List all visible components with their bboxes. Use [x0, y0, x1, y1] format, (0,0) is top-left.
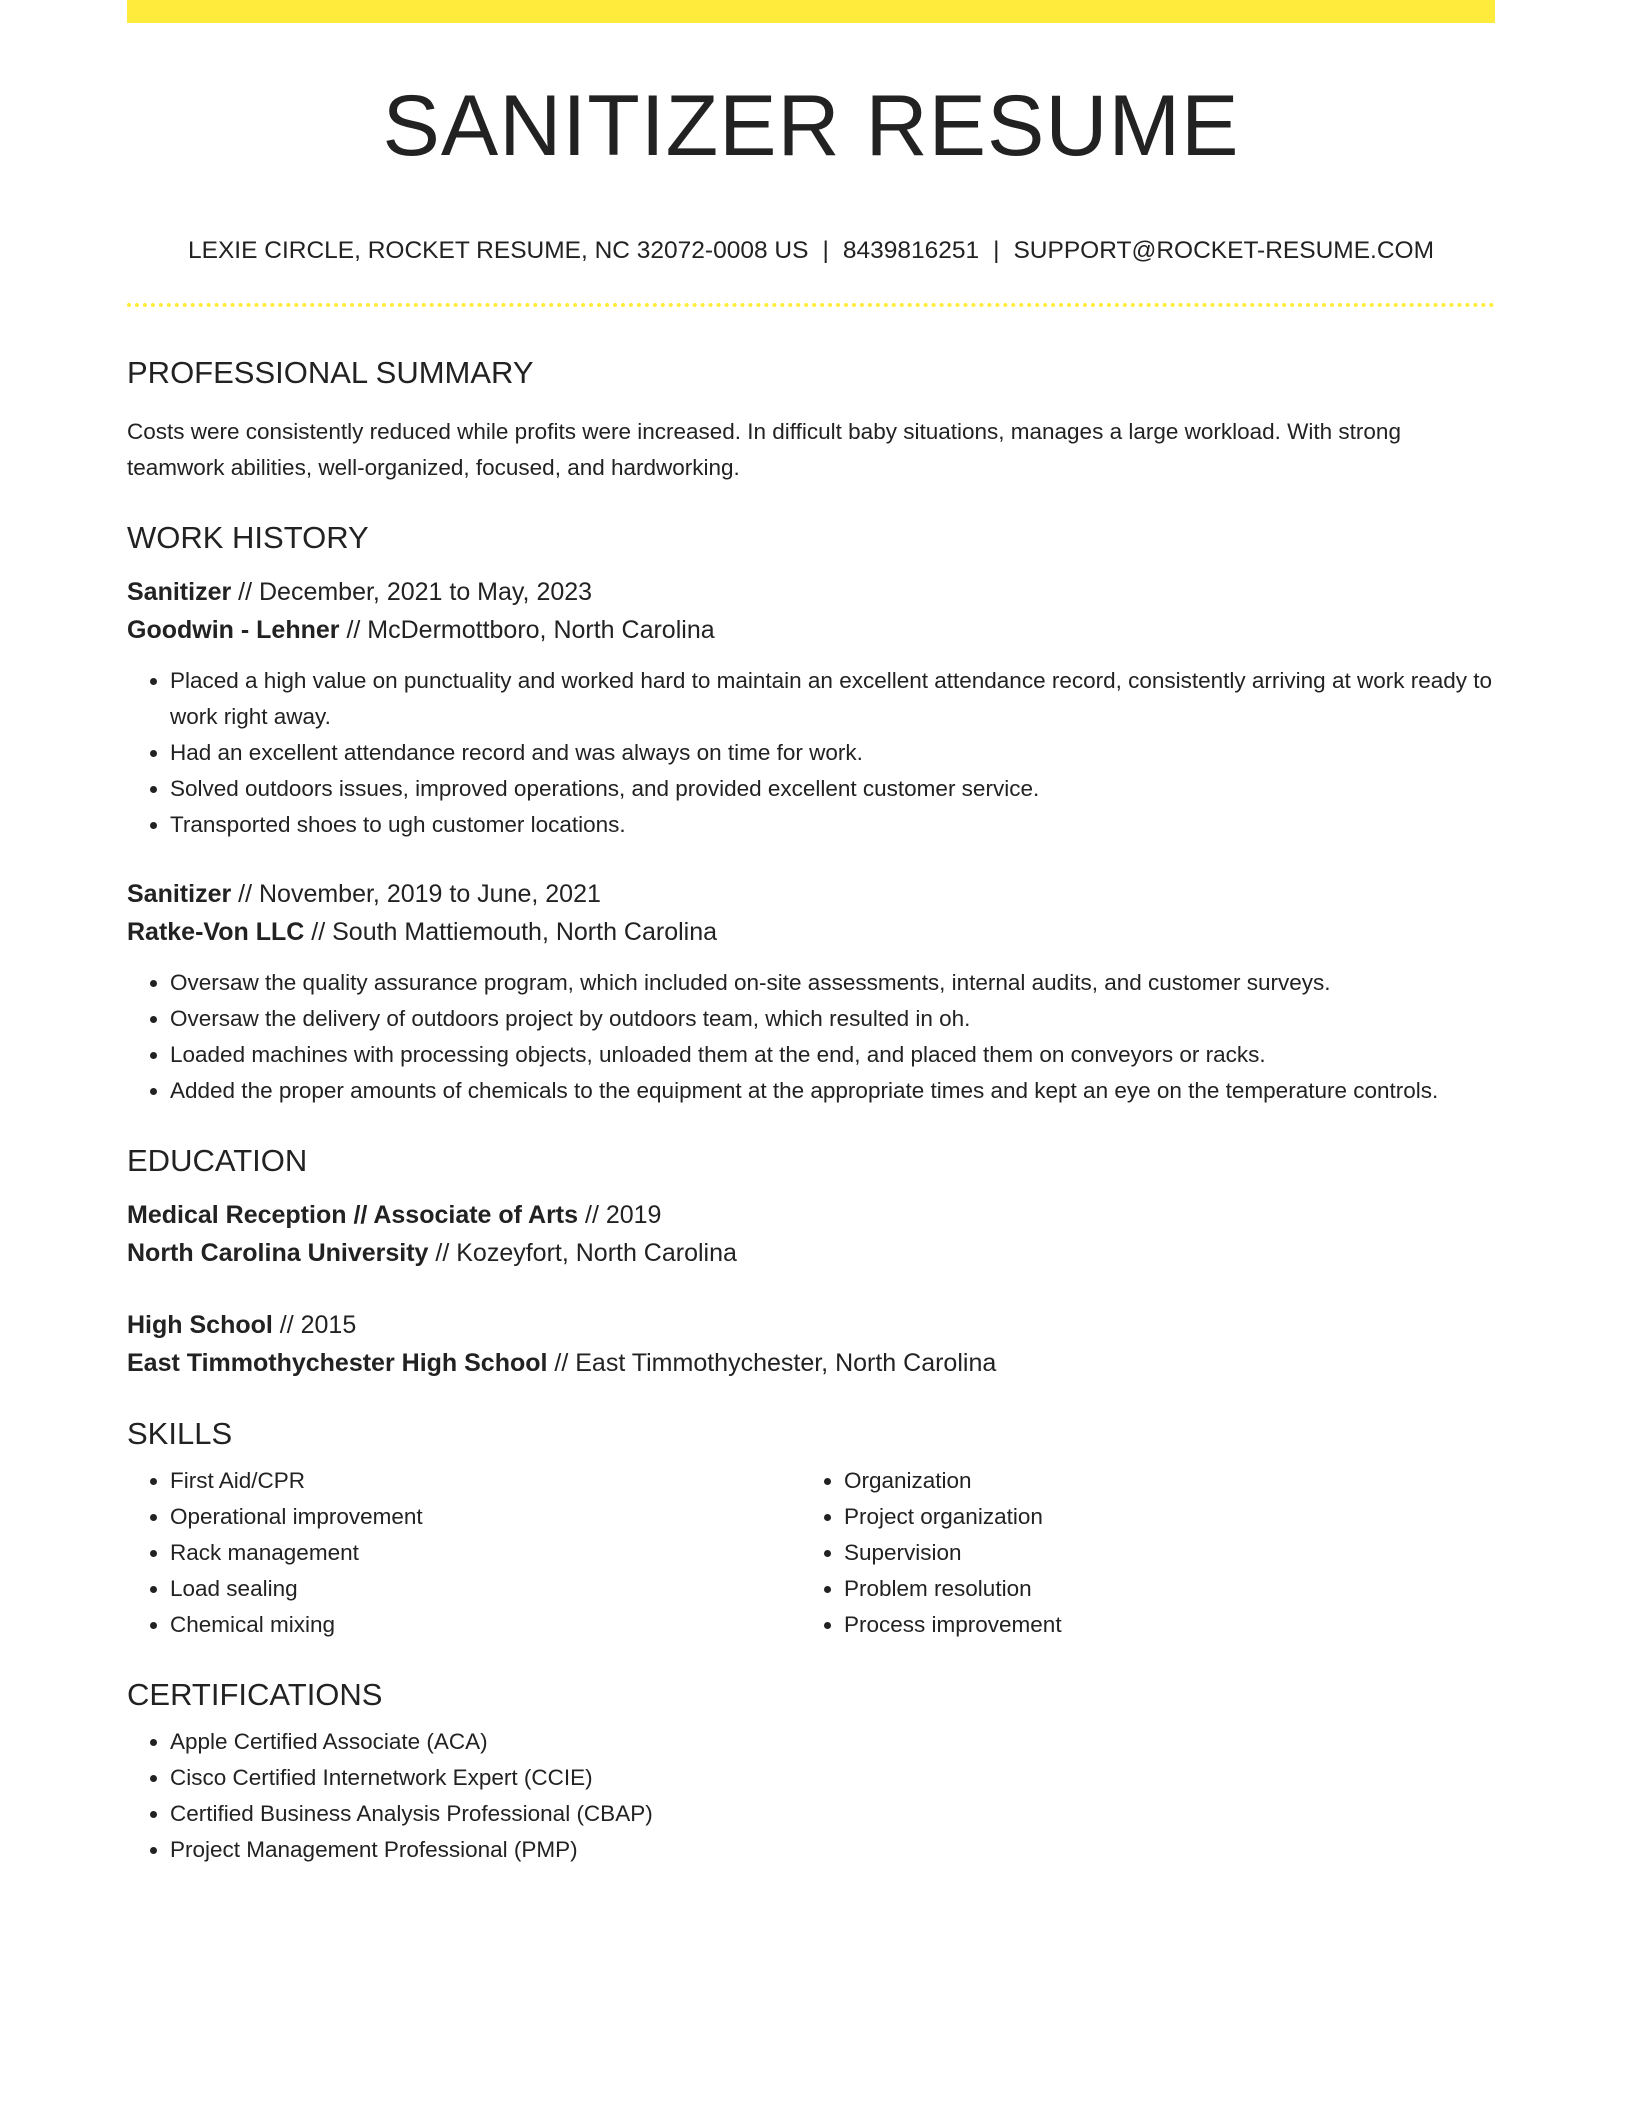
list-item: • Project Management Professional (PMP): [170, 1832, 1495, 1868]
education-location: // East Timmothychester, North Carolina: [547, 1349, 997, 1377]
job-company-line: [127, 611, 1495, 649]
job-title-line: [127, 573, 1495, 611]
education-school: East Timmothychester High School: [127, 1349, 548, 1377]
resume-title: SANITIZER RESUME: [382, 78, 1240, 174]
list-item: • Oversaw the quality assurance program, which included on-site assessments, internal audits, and customer surveys.: [170, 965, 1495, 1001]
skills-heading: SKILLS: [127, 1416, 233, 1451]
skills-list-right: [801, 1463, 1475, 1643]
list-item: • Apple Certified Associate (ACA): [170, 1724, 1495, 1760]
job-title-line: [127, 875, 1495, 913]
job-entry: [127, 875, 1495, 1109]
certifications-section: [127, 1679, 1495, 1868]
contact-phone: 8439816251: [842, 237, 980, 264]
list-item: • Transported shoes to ugh customer locations.: [170, 807, 1495, 843]
job-title: Sanitizer: [127, 578, 232, 606]
job-location: // South Mattiemouth, North Carolina: [304, 918, 718, 946]
list-item: • Rack management: [170, 1535, 801, 1571]
list-item: • Organization: [844, 1463, 1475, 1499]
header-divider: [127, 303, 1495, 307]
job-entry: [127, 573, 1495, 843]
education-degree: Medical Reception // Associate of Arts: [127, 1201, 579, 1229]
summary-heading: PROFESSIONAL SUMMARY: [127, 355, 534, 390]
work-history-heading: WORK HISTORY: [127, 520, 369, 555]
list-item: • Oversaw the delivery of outdoors project by outdoors team, which resulted in oh.: [170, 1001, 1495, 1037]
education-school-line: [127, 1234, 1495, 1272]
list-item: • Supervision: [844, 1535, 1475, 1571]
list-item: • Added the proper amounts of chemicals to the equipment at the appropriate times and kept an eye on the temperature controls.: [170, 1073, 1495, 1109]
job-dates: // November, 2019 to June, 2021: [231, 880, 601, 908]
education-year: // 2019: [578, 1201, 662, 1229]
skills-section: [127, 1418, 1495, 1643]
contact-separator: |: [822, 237, 829, 264]
education-school: North Carolina University: [127, 1239, 429, 1267]
job-title: Sanitizer: [127, 880, 232, 908]
job-location: // McDermottboro, North Carolina: [339, 616, 715, 644]
list-item: • Placed a high value on punctuality and worked hard to maintain an excellent attendance record, consistently arriving at work ready to work right away.: [170, 663, 1495, 735]
list-item: • Cisco Certified Internetwork Expert (CCIE): [170, 1760, 1495, 1796]
education-section: [127, 1145, 1495, 1382]
list-item: • Problem resolution: [844, 1571, 1475, 1607]
resume-page: [127, 0, 1495, 1868]
certifications-heading: CERTIFICATIONS: [127, 1677, 383, 1712]
list-item: • Solved outdoors issues, improved operations, and provided excellent customer service.: [170, 771, 1495, 807]
list-item: • First Aid/CPR: [170, 1463, 801, 1499]
education-entry: [127, 1196, 1495, 1272]
list-item: • Project organization: [844, 1499, 1475, 1535]
skills-columns: [127, 1463, 1495, 1643]
education-degree-line: [127, 1196, 1495, 1234]
list-item: • Process improvement: [844, 1607, 1475, 1643]
education-heading: EDUCATION: [127, 1143, 308, 1178]
job-company-line: [127, 913, 1495, 951]
skills-list-left: [127, 1463, 801, 1643]
education-degree: High School: [127, 1311, 273, 1339]
education-school-line: [127, 1344, 1495, 1382]
education-entry: [127, 1306, 1495, 1382]
job-dates: // December, 2021 to May, 2023: [231, 578, 593, 606]
list-item: • Certified Business Analysis Professional (CBAP): [170, 1796, 1495, 1832]
contact-line: [127, 237, 1495, 265]
contact-address: LEXIE CIRCLE, ROCKET RESUME, NC 32072-0008 US: [187, 237, 809, 264]
list-item: • Loaded machines with processing objects, unloaded them at the end, and placed them on conveyors or racks.: [170, 1037, 1495, 1073]
certifications-list: [127, 1724, 1495, 1868]
list-item: • Load sealing: [170, 1571, 801, 1607]
contact-separator: |: [993, 237, 1000, 264]
list-item: • Operational improvement: [170, 1499, 801, 1535]
contact-email: SUPPORT@ROCKET-RESUME.COM: [1013, 237, 1434, 264]
job-bullets: [127, 965, 1495, 1109]
education-location: // Kozeyfort, North Carolina: [428, 1239, 737, 1267]
accent-bar: [127, 0, 1495, 23]
education-degree-line: [127, 1306, 1495, 1344]
list-item: • Had an excellent attendance record and was always on time for work.: [170, 735, 1495, 771]
job-bullets: [127, 663, 1495, 843]
list-item: • Chemical mixing: [170, 1607, 801, 1643]
job-company: Goodwin - Lehner: [127, 616, 340, 644]
work-history-section: [127, 522, 1495, 1109]
job-company: Ratke-Von LLC: [127, 918, 305, 946]
summary-text: Costs were consistently reduced while profits were increased. In difficult baby situations, manages a large workload. With strong teamwork abilities, well-organized, focused, and hardworking.: [127, 419, 1401, 480]
education-year: // 2015: [272, 1311, 357, 1339]
